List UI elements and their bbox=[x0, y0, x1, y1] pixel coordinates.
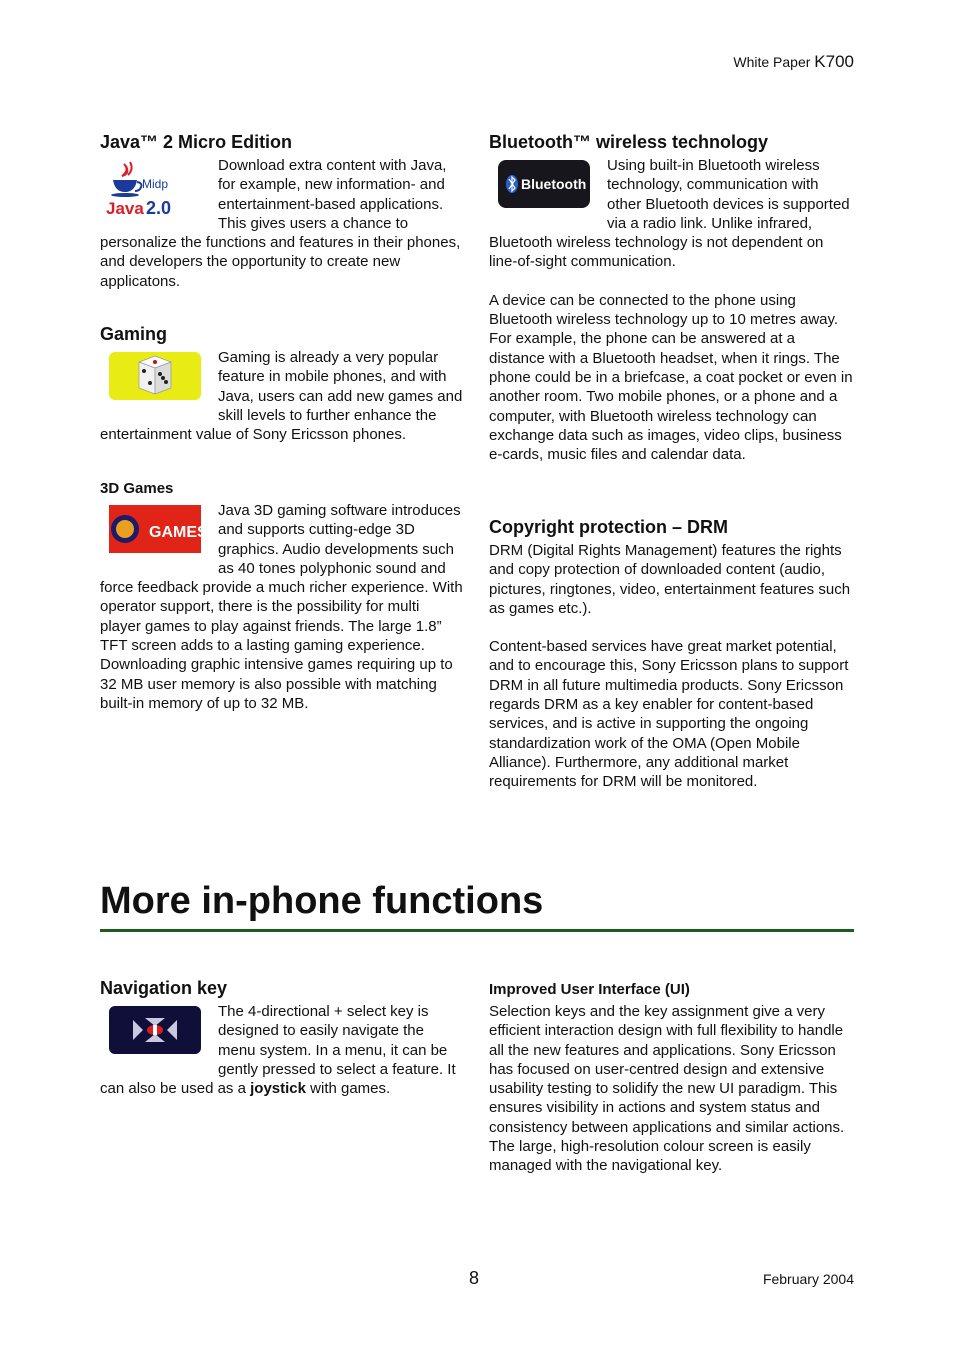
drm-section bbox=[489, 516, 853, 792]
java-logo-version: 2.0 bbox=[146, 198, 172, 218]
bluetooth-logo-text: Bluetooth bbox=[521, 176, 587, 192]
navigation-logo bbox=[100, 1002, 218, 1078]
navigation-body-bold: joystick bbox=[250, 1080, 306, 1098]
java-logo-midp: Midp bbox=[142, 177, 169, 191]
java-logo bbox=[100, 156, 218, 232]
footer-date: February 2004 bbox=[762, 1271, 854, 1287]
bluetooth-p1: Using built-in Bluetooth wireless technology, communication with other Bluetooth devices is supported via a radio link. Unlike infrared, Bluetooth wireless technology is not dependent on line-of-sight communication. bbox=[489, 157, 850, 271]
java-logo-brand: Java bbox=[106, 199, 144, 218]
gaming-body: Gaming is already a very popular feature in mobile phones, and with Java, users can add new games and skill levels to further enhance the entertainment value of Sony Ericsson phones. bbox=[100, 349, 463, 444]
drm-p1: DRM (Digital Rights Management) features the rights and copy protection of downloaded content (audio, pictures, ringtones, video, entertainment features such as games etc.). bbox=[489, 542, 851, 617]
navigation-title: Navigation key bbox=[100, 978, 228, 998]
navigation-key-icon bbox=[109, 1006, 201, 1054]
games3d-logo bbox=[100, 501, 218, 577]
games-icon bbox=[109, 505, 208, 553]
gaming-logo bbox=[100, 348, 218, 424]
dice-icon bbox=[109, 352, 201, 400]
games3d-section bbox=[100, 479, 464, 713]
navigation-body-end: with games. bbox=[305, 1080, 391, 1098]
bluetooth-section bbox=[489, 131, 853, 464]
header-model: K700 bbox=[814, 52, 854, 71]
games3d-body: Java 3D gaming software introduces and supports cutting-edge 3D graphics. Audio developments such as 40 tones polyphonic sound and force feedback provide a much richer experience. With operator support, there is the possibility for multi player games to play against friends. The large 1.8” TFT screen adds to a lasting gaming experience. Downloading graphic intensive games requiring up to 32 MB user memory is also possible with matching built-in memory of up to 32 MB. bbox=[100, 502, 463, 712]
bluetooth-title: Bluetooth™ wireless technology bbox=[489, 132, 769, 152]
page-number: 8 bbox=[469, 1268, 480, 1288]
header-label: White Paper bbox=[733, 54, 811, 70]
drm-p2: Content-based services have great market potential, and to encourage this, Sony Ericsson plans to support DRM in all future multimedia products. Sony Ericsson regards DRM as a key enabler for content-based services, and is active in supporting the ongoing standardization work of the OMA (Open Mobile Alliance). Furthermore, any additional market requirements for DRM will be monitored. bbox=[489, 638, 849, 791]
games3d-logo-text: GAMES bbox=[149, 524, 208, 541]
java-title: Java™ 2 Micro Edition bbox=[100, 132, 293, 152]
bluetooth-p2: A device can be connected to the phone using Bluetooth wireless technology up to 10 metres away. For example, the phone can be answered at a distance with a Bluetooth headset, when it rings. The phone could be in a briefcase, a coat pocket or even in another room. Two mobile phones, or a phone and a computer, with Bluetooth wireless technology can exchange data such as images, video clips, business e-cards, music files and calendar data. bbox=[489, 291, 853, 464]
ui-title: Improved User Interface (UI) bbox=[489, 981, 690, 998]
java-body: Download extra content with Java, for example, new information- and entertainment-based applications. This gives users a chance to personalize the functions and features in their phones, and developers the opportunity to create new applicatons. bbox=[100, 157, 461, 290]
section-title: More in-phone functions bbox=[100, 875, 854, 932]
games3d-title: 3D Games bbox=[100, 480, 174, 497]
page-header bbox=[733, 52, 854, 72]
bluetooth-logo bbox=[489, 156, 607, 232]
bluetooth-icon bbox=[498, 160, 590, 208]
navigation-body-text: The 4-directional + select key is designed to easily navigate the menu system. In a menu, it can be gently pressed to select a feature. It can also be used as a bbox=[100, 1003, 456, 1098]
ui-body: Selection keys and the key assignment give a very efficient interaction design with full flexibility to handle all the new features and applications. Sony Ericsson has focused on user-centred design and extensive usability testing to solidify the new UI paradigm. This ensures visibility in actions and system status and consistency between applications and similar actions. The large, high-resolution colour screen is easily managed with the navigational key. bbox=[489, 1003, 845, 1175]
gaming-title: Gaming bbox=[100, 324, 168, 344]
java-cup-icon bbox=[100, 156, 200, 226]
ui-section bbox=[489, 980, 853, 1176]
navigation-section bbox=[100, 977, 464, 1098]
gaming-section bbox=[100, 323, 464, 444]
java-section bbox=[100, 131, 464, 291]
drm-title: Copyright protection – DRM bbox=[489, 517, 728, 537]
